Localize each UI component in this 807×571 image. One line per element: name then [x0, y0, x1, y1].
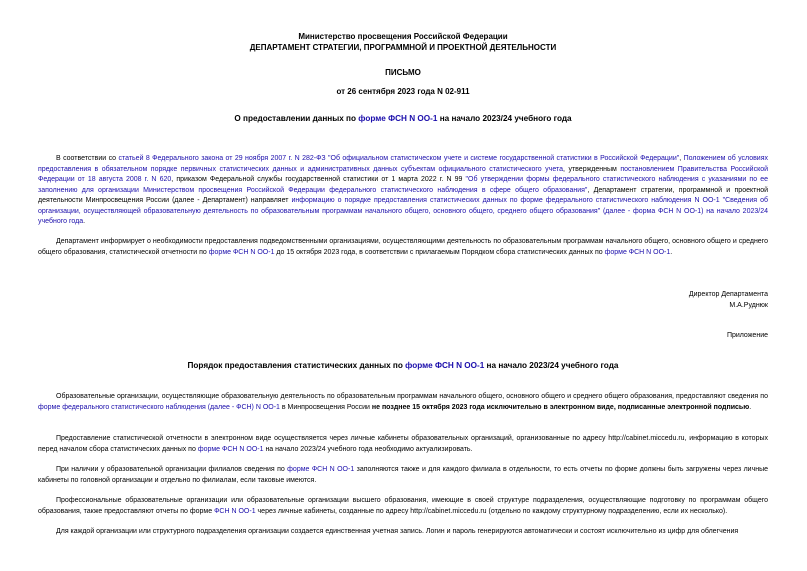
form-link-2[interactable]: форме ФСН N ОО-1 — [604, 248, 671, 256]
appendix-paragraph-1: Образовательные организации, осуществляющие образовательную деятельность по образовательным программам начального общего, основного общего и среднего общего образования, предоставляют сведения по форме федерального статистического наблюдения (далее - ФСН) N ОО-1 в Минпросвещения России не позднее 15 октября 2023 года исключительно в электронном виде, подписанные электронной подписью. — [38, 393, 768, 411]
signatory-position: Директор Департамента — [688, 291, 768, 298]
deadline-emphasis: не позднее 15 октября 2023 года исключительно в электронном виде, подписанные электронной подписью — [371, 403, 750, 411]
government-decree-link[interactable]: постановлением Правительства Российской Федерации от 18 августа 2008 г. N 620 — [38, 165, 769, 183]
procedure-info-link[interactable]: информацию о порядке предоставления статистических данных по форме федерального статистического наблюдения N ОО-1 "Сведения об организации, осуществляющей образовательную деятельность по образовательным программам начального общего, основного общего, среднего общего образования" (далее - форма ФСН N ОО-1) на начало 2023/24 учебного года — [38, 197, 768, 225]
appendix-form-link[interactable]: форме ФСН N ОО-1 — [405, 361, 485, 370]
department-name: ДЕПАРТАМЕНТ СТРАТЕГИИ, ПРОГРАММНОЙ И ПРОЕКТНОЙ ДЕЯТЕЛЬНОСТИ — [249, 43, 557, 52]
regulation-link[interactable]: Положением об условиях предоставления в обязательном порядке первичных статистических данных и административных данных субъектам официального статистического учета — [38, 155, 769, 173]
letter-subject: О предоставлении данных по форме ФСН N ОО-1 на начало 2023/24 учебного года — [234, 114, 572, 123]
doc-type: ПИСЬМО — [385, 68, 421, 77]
paragraph-legal-basis: В соответствии со статьей 8 Федерального закона от 29 ноября 2007 г. N 282-ФЗ "Об официальном статистическом учете и системе государственной статистики в Российской Федерации", Положением об условиях предоставления в обязательном порядке первичных статистических данных и административных данных субъектам официального статистического учета, утвержденным постановлением Правительства Российской Федерации от 18 августа 2008 г. N 620, приказом Федеральной службы государственной статистики от 1 марта 2022 г. N 99 "Об утверждении формы федерального статистического наблюдения с указаниями по ее заполнению для организации Министерством просвещения Российской Федерации федерального статистического наблюдения в сфере общего образования", Департамент стратегии, программной и проектной деятельности Минпросвещения России (далее - Департамент) направляет информацию о порядке предоставления статистических данных по форме федерального статистического наблюдения N ОО-1 "Сведения об организации, осуществляющей образовательную деятельность по образовательным программам начального общего, основного общего, среднего общего образования" (далее - форма ФСН N ОО-1) на начало 2023/24 учебного года. — [38, 155, 769, 225]
appendix-paragraph-5: Для каждой организации или структурного подразделения организации создается единственная учетная запись. Логин и пароль генерируются автоматически и состоят исключительно из цифр для облегчения — [56, 528, 739, 535]
appendix-paragraph-2: Предоставление статистической отчетности в электронном виде осуществляется через личные кабинеты образовательных организаций, организованные по адресу http://cabinet.miccedu.ru, информацию в которых перед началом сбора статистических данных по форме ФСН N ОО-1 на начало 2023/24 учебного года необходимо актуализировать. — [38, 435, 768, 453]
rosstat-order-link[interactable]: "Об утверждении формы федерального статистического наблюдения с указаниями по ее заполнению для организации Министерством просвещения Российской Федерации федерального статистического наблюдения в сфере общего образования" — [38, 176, 768, 194]
appendix-paragraph-4: Профессиональные образовательные организации или образовательные организации высшего образования, имеющие в своей структуре подразделения, осуществляющие подготовку по программам общего образования, также предоставляют отчеты по форме ФСН N ОО-1 через личные кабинеты, созданные по адресу http://cabinet.miccedu.ru (отдельно по каждому структурному подразделению, если их несколько). — [38, 497, 768, 515]
signature-block — [38, 290, 768, 311]
form-link-5[interactable]: ФСН N ОО-1 — [214, 507, 256, 515]
doc-date-number: от 26 сентября 2023 года N 02-911 — [336, 87, 470, 96]
signatory-name: М.А.Руднюк — [729, 301, 768, 309]
paragraph-deadline: Департамент информирует о необходимости предоставления подведомственными организациями, осуществляющими деятельность по образовательным программам начального общего, основного общего и среднего общего образования, статистической отчетности по форме ФСН N ОО-1 до 15 октября 2023 года, в соответствии с прилагаемым Порядком сбора статистических данных по форме ФСН N ОО-1. — [38, 238, 768, 256]
form-link-4[interactable]: форме ФСН N ОО-1 — [287, 466, 355, 473]
ministry-name: Министерство просвещения Российской Федерации — [298, 32, 508, 41]
appendix-paragraph-3: При наличии у образовательной организации филиалов сведения по форме ФСН N ОО-1 заполняются также и для каждого филиала в отдельности, то есть отчеты по форме должны быть загружены через личные кабинеты по головной организации и отдельно по филиалам, если таковые имеются. — [38, 466, 769, 484]
federal-form-link[interactable]: форме федерального статистического наблюдения (далее - ФСН) N ОО-1 — [38, 403, 280, 411]
subject-form-link[interactable]: форме ФСН N ОО-1 — [358, 114, 438, 123]
form-link-3[interactable]: форме ФСН N ОО-1 — [197, 445, 264, 453]
letter-header — [38, 31, 768, 53]
law-article-link[interactable]: статьей 8 Федерального закона от 29 ноября 2007 г. N 282-ФЗ "Об официальном статистическом учете и системе государственной статистики в Российской Федерации" — [118, 155, 680, 162]
appendix-title: Порядок предоставления статистических данных по форме ФСН N ОО-1 на начало 2023/24 учебного года — [187, 361, 619, 370]
appendix-label: Приложение — [726, 332, 768, 339]
form-link-1[interactable]: форме ФСН N ОО-1 — [208, 248, 275, 256]
